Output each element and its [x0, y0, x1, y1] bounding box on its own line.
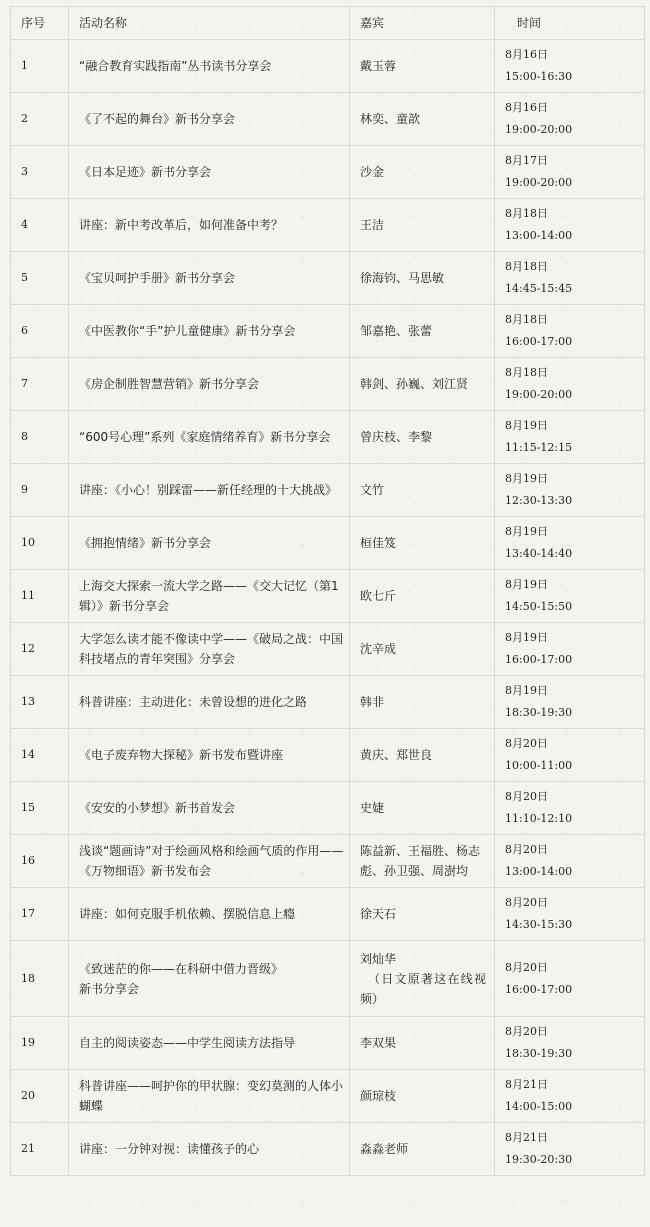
event-name-cell	[69, 411, 350, 464]
time-cell	[495, 305, 645, 358]
time-cell	[495, 888, 645, 941]
guest-cell	[350, 464, 495, 517]
guest-line: 刘灿华	[360, 951, 397, 966]
event-name-line: “融合教育实践指南”丛书读书分享会	[79, 59, 272, 73]
row-number: 3	[11, 146, 69, 199]
event-date: 8月19日	[505, 525, 548, 538]
guest-line: 徐海钧、马思敏	[360, 271, 445, 285]
header-row	[11, 7, 645, 40]
event-name-line: 科普讲座——呵护你的甲状腺：变幻莫测的人体小	[79, 1079, 344, 1093]
event-time: 14:45-15:45	[505, 282, 573, 295]
event-date: 8月19日	[505, 631, 548, 644]
row-number: 21	[11, 1123, 69, 1176]
event-name-line: 《安安的小梦想》新书首发会	[79, 801, 236, 815]
event-name-line: 《拥抱情绪》新书分享会	[79, 536, 212, 550]
event-time: 16:00-17:00	[505, 653, 573, 666]
row-number: 12	[11, 623, 69, 676]
event-name-cell	[69, 199, 350, 252]
time-cell	[495, 93, 645, 146]
table-body	[11, 40, 645, 1176]
event-date: 8月18日	[505, 260, 548, 273]
event-date: 8月16日	[505, 101, 548, 114]
row-number: 2	[11, 93, 69, 146]
table-row	[11, 835, 645, 888]
event-name-cell	[69, 358, 350, 411]
guest-cell	[350, 941, 495, 1017]
time-cell	[495, 835, 645, 888]
table-row	[11, 252, 645, 305]
row-number: 11	[11, 570, 69, 623]
table-header	[11, 7, 645, 40]
guest-cell	[350, 623, 495, 676]
event-date: 8月21日	[505, 1078, 548, 1091]
event-name-cell	[69, 623, 350, 676]
guest-line: 桓佳笈	[360, 536, 397, 550]
guest-line: 黄庆、郑世良	[360, 748, 433, 762]
guest-cell	[350, 517, 495, 570]
table-row	[11, 517, 645, 570]
guest-line: 沙金	[360, 165, 385, 179]
event-name-cell	[69, 40, 350, 93]
row-number: 7	[11, 358, 69, 411]
event-name-cell	[69, 729, 350, 782]
event-name-line: “600号心理”系列《家庭情绪养育》新书分享会	[79, 430, 331, 444]
event-date: 8月18日	[505, 366, 548, 379]
table-row	[11, 146, 645, 199]
time-cell	[495, 517, 645, 570]
guest-line: 文竹	[360, 483, 385, 497]
event-name-cell	[69, 570, 350, 623]
event-date: 8月16日	[505, 48, 548, 61]
event-date: 8月20日	[505, 960, 548, 974]
event-date: 8月17日	[505, 154, 548, 167]
guest-line: 彪、孙卫强、周澍均	[360, 864, 469, 878]
event-name-line: 科普讲座：主动进化：未曾设想的进化之路	[79, 695, 308, 709]
event-time: 16:00-17:00	[505, 335, 573, 348]
event-time: 14:30-15:30	[505, 918, 573, 931]
event-time: 19:00-20:00	[505, 388, 573, 401]
event-name-cell	[69, 1070, 350, 1123]
event-name-cell	[69, 1123, 350, 1176]
event-time: 19:00-20:00	[505, 123, 573, 136]
event-date: 8月19日	[505, 684, 548, 697]
row-number: 9	[11, 464, 69, 517]
table-row	[11, 570, 645, 623]
guest-line: 韩剑、孙巍、刘江贤	[360, 377, 469, 391]
row-number: 4	[11, 199, 69, 252]
event-date: 8月19日	[505, 578, 548, 591]
event-time: 19:00-20:00	[505, 176, 573, 189]
table-row	[11, 1123, 645, 1176]
header-time: 时间	[495, 7, 645, 40]
time-cell	[495, 40, 645, 93]
event-name-line: 大学怎么读才能不像读中学——《破局之战：中国	[79, 632, 344, 646]
table-row	[11, 93, 645, 146]
event-time: 18:30-19:30	[505, 706, 573, 719]
guest-line: 林奕、童歆	[360, 112, 421, 126]
event-name-line: 《日本足迹》新书分享会	[79, 165, 212, 179]
guest-line: （日文原著这在线视	[368, 971, 486, 986]
guest-cell	[350, 305, 495, 358]
row-number: 20	[11, 1070, 69, 1123]
guest-line: 淼淼老师	[360, 1142, 409, 1156]
header-num: 序号	[11, 7, 69, 40]
guest-cell	[350, 676, 495, 729]
event-name-line: 蝴蝶	[79, 1099, 104, 1113]
event-name-line: 讲座：新中考改革后，如何准备中考？	[79, 218, 284, 232]
event-name-cell	[69, 941, 350, 1017]
table-row	[11, 1070, 645, 1123]
time-cell	[495, 676, 645, 729]
guest-line: 徐天石	[360, 907, 397, 921]
event-time: 10:00-11:00	[505, 759, 573, 772]
event-name-line: 讲座：一分钟对视：读懂孩子的心	[79, 1142, 260, 1156]
table-row	[11, 305, 645, 358]
event-time: 13:40-14:40	[505, 547, 573, 560]
event-time: 13:00-14:00	[505, 229, 573, 242]
event-date: 8月21日	[505, 1131, 548, 1144]
event-name-cell	[69, 1017, 350, 1070]
event-name-line: 《宝贝呵护手册》新书分享会	[79, 271, 236, 285]
table-row	[11, 1017, 645, 1070]
event-name-cell	[69, 782, 350, 835]
event-date: 8月20日	[505, 737, 548, 750]
time-cell	[495, 570, 645, 623]
event-name-cell	[69, 888, 350, 941]
guest-line: 沈辛成	[360, 642, 397, 656]
event-name-line: 《房企制胜智慧营销》新书分享会	[79, 377, 260, 391]
event-name-cell	[69, 305, 350, 358]
time-cell	[495, 252, 645, 305]
event-time: 16:00-17:00	[505, 982, 573, 996]
event-date: 8月20日	[505, 790, 548, 803]
header-guest: 嘉宾	[350, 7, 495, 40]
table-row	[11, 888, 645, 941]
guest-line: 欧七斤	[360, 589, 397, 603]
event-name-line: 讲座：如何克服手机依赖、摆脱信息上瘾	[79, 907, 296, 921]
time-cell	[495, 1123, 645, 1176]
event-name-line: 科技堵点的青年突围》分享会	[79, 652, 236, 666]
table-row	[11, 199, 645, 252]
event-name-line: 讲座：《小心！别踩雷——新任经理的十大挑战》	[79, 483, 338, 497]
guest-line: 陈益新、王福胜、杨志	[360, 844, 481, 858]
guest-line: 颜琼枝	[360, 1089, 397, 1103]
header-name: 活动名称	[69, 7, 350, 40]
event-name-cell	[69, 676, 350, 729]
event-name-line: 自主的阅读姿态——中学生阅读方法指导	[79, 1036, 296, 1050]
table-row	[11, 623, 645, 676]
event-date: 8月20日	[505, 1025, 548, 1038]
row-number: 6	[11, 305, 69, 358]
event-name-line: 《万物细语》新书发布会	[79, 864, 212, 878]
row-number: 8	[11, 411, 69, 464]
event-date: 8月19日	[505, 472, 548, 485]
event-name-cell	[69, 146, 350, 199]
guest-line: 韩非	[360, 695, 385, 709]
time-cell	[495, 411, 645, 464]
event-name-cell	[69, 93, 350, 146]
row-number: 14	[11, 729, 69, 782]
guest-line: 频）	[360, 991, 385, 1006]
table-row	[11, 464, 645, 517]
guest-cell	[350, 570, 495, 623]
event-time: 19:30-20:30	[505, 1153, 573, 1166]
event-date: 8月19日	[505, 419, 548, 432]
guest-cell	[350, 1070, 495, 1123]
event-name-line: 浅谈“题画诗”对于绘画风格和绘画气质的作用——	[79, 844, 344, 858]
row-number: 15	[11, 782, 69, 835]
guest-cell	[350, 1017, 495, 1070]
event-date: 8月20日	[505, 896, 548, 909]
time-cell	[495, 146, 645, 199]
time-cell	[495, 1070, 645, 1123]
time-cell	[495, 464, 645, 517]
event-name-cell	[69, 252, 350, 305]
event-name-line: 上海交大探索一流大学之路——《交大记忆（第1	[79, 579, 339, 593]
row-number: 5	[11, 252, 69, 305]
event-name-cell	[69, 464, 350, 517]
time-cell	[495, 623, 645, 676]
guest-line: 李双果	[360, 1036, 397, 1050]
time-cell	[495, 358, 645, 411]
guest-cell	[350, 411, 495, 464]
guest-cell	[350, 252, 495, 305]
table-row	[11, 40, 645, 93]
guest-cell	[350, 782, 495, 835]
event-name-line: 新书分享会	[79, 981, 140, 996]
event-time: 15:00-16:30	[505, 70, 573, 83]
guest-line: 曾庆枝、李黎	[360, 430, 433, 444]
event-date: 8月20日	[505, 843, 548, 856]
event-time: 14:00-15:00	[505, 1100, 573, 1113]
guest-cell	[350, 93, 495, 146]
table-row	[11, 411, 645, 464]
row-number: 19	[11, 1017, 69, 1070]
event-name-line: 辑）》新书分享会	[79, 599, 170, 613]
row-number: 1	[11, 40, 69, 93]
time-cell	[495, 1017, 645, 1070]
event-time: 12:30-13:30	[505, 494, 573, 507]
guest-cell	[350, 1123, 495, 1176]
event-time: 13:00-14:00	[505, 865, 573, 878]
table-row	[11, 782, 645, 835]
row-number: 10	[11, 517, 69, 570]
guest-line: 王洁	[360, 218, 385, 232]
guest-cell	[350, 199, 495, 252]
time-cell	[495, 729, 645, 782]
row-number: 16	[11, 835, 69, 888]
row-number: 13	[11, 676, 69, 729]
time-cell	[495, 782, 645, 835]
guest-line: 史婕	[360, 801, 385, 815]
event-name-line: 《了不起的舞台》新书分享会	[79, 112, 236, 126]
time-cell	[495, 199, 645, 252]
event-date: 8月18日	[505, 207, 548, 220]
event-name-cell	[69, 517, 350, 570]
event-time: 18:30-19:30	[505, 1047, 573, 1060]
event-time: 11:15-12:15	[505, 441, 573, 454]
event-time: 14:50-15:50	[505, 600, 573, 613]
event-schedule-table	[10, 6, 645, 1176]
guest-cell	[350, 888, 495, 941]
guest-line: 邹嘉艳、张蕾	[360, 324, 433, 338]
event-name-line: 《中医教你“手”护儿童健康》新书分享会	[79, 324, 296, 338]
event-name-line: 《致迷茫的你——在科研中借力晋级》	[79, 961, 284, 976]
guest-cell	[350, 40, 495, 93]
event-time: 11:10-12:10	[505, 812, 573, 825]
table-row	[11, 676, 645, 729]
event-date: 8月18日	[505, 313, 548, 326]
table-row	[11, 729, 645, 782]
row-number: 18	[11, 941, 69, 1017]
event-name-line: 《电子废弃物大探秘》新书发布暨讲座	[79, 748, 284, 762]
guest-cell	[350, 729, 495, 782]
guest-line: 戴玉蓉	[360, 59, 397, 73]
table-row	[11, 941, 645, 1017]
guest-cell	[350, 358, 495, 411]
event-name-cell	[69, 835, 350, 888]
guest-cell	[350, 146, 495, 199]
table-row	[11, 358, 645, 411]
guest-cell	[350, 835, 495, 888]
time-cell	[495, 941, 645, 1017]
row-number: 17	[11, 888, 69, 941]
